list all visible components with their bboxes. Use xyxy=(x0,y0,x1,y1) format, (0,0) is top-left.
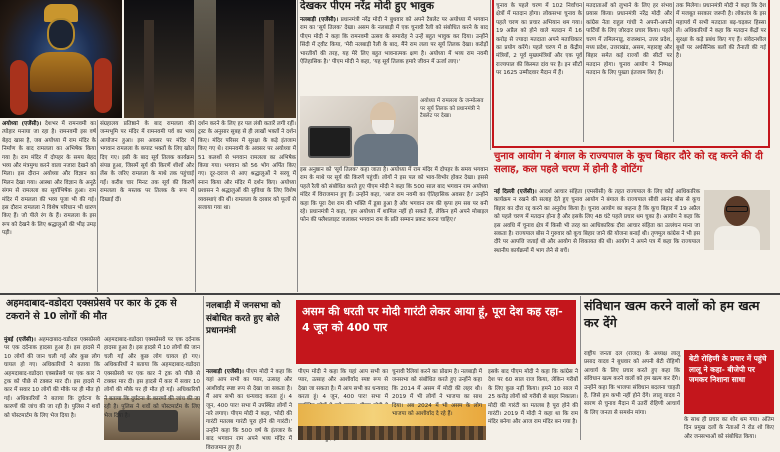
rohini-callout: बेटी रोहिणी के प्रचार में पहुंचे लालू ने कहा- बीजेपी पर जमकर निशाना साधा xyxy=(684,350,774,414)
flower-garland xyxy=(94,58,112,113)
guarantee-story-col1: पीएम मोदी ने कहा कि यहां आप सभी का प्यार, उत्साह और आशीर्वाद स्पष्ट रूप से देखा जा सकता है। मैं आप सभी का धन्यवाद करता हूं। 4 जून, 400 पार! सभा में xyxy=(298,369,388,401)
election-story-col3: तक मिलेगा। प्रधानमंत्री मोदी ने कहा कि देश में मजबूत सरकार जरूरी है। लोकतंत्र के इस महापर्व में सभी मतदाता बढ़-चढ़कर हिस्सा लें। अधिकारियों ने कहा कि मतदान केंद्रों पर सुरक्षा के कड़े प्रबंध किए गए हैं। संवेदनशील बूथों पर अर्धसैनिक बलों की तैनाती की गई है। xyxy=(676,3,766,60)
tablet-device xyxy=(308,126,352,158)
nalbari-headline: नलबाड़ी में जनसभा को संबोधित करते हुए बोले प्रधानमंत्री xyxy=(206,301,281,336)
deity-face xyxy=(47,18,75,50)
governor-glasses xyxy=(726,206,748,212)
ayodhya-story-col2: संग्रहालय प्रतिष्ठाने के बाद रामलला की जन्मभूमि पर मंदिर में रामनवमी पर्व का भव्य आयोजन हुआ। इस अवसर पर मंदिर में भगवान रामलला के कपाट भक्तों के लिए खोल दिए गए। इसी के बाद सूर्य तिलक कार्यक्रम संपन्न हुआ, जिसमें सूर्य की किरणें शीशों और लेंस के जरिए रामलला के माथे तक पहुंचाई गईं। करीब चार मिनट तक सूर्य की किरणें रामलला के मस्तक पर तिलक के रूप में दिखाई दीं। xyxy=(100,121,194,203)
sunlight-beam xyxy=(194,0,216,118)
guarantee-story-col2: चुनावी रैलियां करने का प्रोग्राम है। नलबाड़ी में जनसभा को संबोधित करते हुए उन्होंने कहा कि 2014 में असम में मोदी की लहर थी। 2019 में भी लोगों ने भाजपा का साथ दिया। अब 2024 में भी असम के लोग भाजपा को आशीर्वाद दे रहे हैं। xyxy=(392,369,482,418)
ramlala-photo xyxy=(0,0,122,118)
bengal-story-text: नई दिल्ली (एजेंसी)। आदर्श आचार संहिता (एमसीसी) के तहत राज्यपाल के लिए कोई आधिकारिक कार्यक्रम न रखने की सलाह देते हुए चुनाव आयोग ने बंगाल के राज्यपाल सीवी आनंद बोस से कूच बिहार का दौरा रद्द करने का अनुरोध किया है। चुनाव आयोग का कहना है कि कूच बिहार में 19 अप्रैल को पहले चरण में मतदान होना है और इसके लिए 48 घंटे पहले प्रचार थम चुका है। आयोग ने कहा कि इस अवधि में चुनाव क्षेत्र में किसी भी तरह का आधिकारिक दौरा आचार संहिता का उल्लंघन माना जा सकता है। राज्यपाल बोस ने गुरुवार को कूच बिहार जाने की योजना बनाई थी। तृणमूल कांग्रेस ने भी इस दौरे पर आपत्ति जताई थी और आयोग से शिकायत की थी। आयोग ने अपने पत्र में कहा कि राज्यपाल स्थानीय कार्यक्रमों में भाग लेने से बचें। xyxy=(494,189,700,254)
modi-tablet-photo xyxy=(300,96,418,166)
truck-story-text: मुंबई (एजेंसी)। अहमदाबाद-वडोदरा एक्सप्रेसवे पर एक दर्दनाक हादसा हुआ है। इस हादसे में 10 लोगों की जान चली गई और कुछ लोग घायल हो गए। अधिकारियों ने बताया कि अहमदाबाद-वडोदरा एक्सप्रेसवे पर एक कार ने ट्रक को पीछे से टक्कर मार दी। इस हादसे में कार में सवार 10 लोगों की मौके पर ही मौत हो गई। अधिकारियों ने बताया कि दुर्घटना के कारणों की जांच की जा रही है। पुलिस ने शवों को पोस्टमार्टम के लिए भेज दिया है। xyxy=(4,337,100,419)
dateline: अयोध्या (एजेंसी)। xyxy=(2,121,42,127)
constitution-story-text: राष्ट्रीय जनता दल (राजद) के अध्यक्ष लालू प्रसाद यादव ने बुधवार को अपनी बेटी रोहिणी आचार्य के लिए प्रचार करते हुए कहा कि संविधान खत्म करने वालों को हम खत्म कर देंगे। उन्होंने कहा कि भाजपा संविधान बदलना चाहती है, जिसे हम कभी नहीं होने देंगे। लालू यादव ने सारण से चुनाव मैदान में उतरीं रोहिणी आचार्य के लिए जनता से समर्थन मांगा। xyxy=(584,351,680,416)
dateline: नलबाड़ी (एजेंसी)। xyxy=(206,369,244,375)
guarantee-headline-banner: असम की धरती पर मोदी गारंटी लेकर आया हूं, पूरा देश कह रहा- 4 जून को 400 पार xyxy=(296,300,576,364)
modi-story-continuation: इस अनुष्ठान को 'सूर्य तिलक' कहा जाता है। अयोध्या में राम मंदिर में दोपहर के समय भगवान राम के माथे पर सूर्य की किरणें पहुंचीं। लोगों ने इस पल को भाव-विभोर होकर देखा। इससे पहले रैली को संबोधित करते हुए पीएम मोदी ने कहा कि 500 साल बाद भगवान राम अयोध्या मंदिर में विराजमान हुए हैं। उन्होंने कहा, 'आज राम नवमी का ऐतिहासिक अवसर है।' उन्होंने कहा कि पूरा देश राम की भक्ति में डूबा हुआ है और भगवान राम की कृपा हम सब पर बनी रहे। प्रधानमंत्री ने कहा, 'हम अयोध्या में शामिल नहीं हो सकते हैं, लेकिन हमें अपने मोबाइल फोन की फ्लैशलाइट जलाकर भगवान राम के प्रति सम्मान प्रकट करना चाहिए।' xyxy=(300,167,488,224)
truck-headline: अहमदाबाद-वडोदरा एक्सप्रेसवे पर कार के ट्रक से टकराने से 10 लोगों की मौत xyxy=(6,298,177,322)
temple-photo xyxy=(124,0,296,118)
truck-story-col2: अहमदाबाद-वडोदरा एक्सप्रेसवे पर एक दर्दनाक हादसा हुआ है। इस हादसे में 10 लोगों की जान चली गई और कुछ लोग घायल हो गए। अधिकारियों ने बताया कि अहमदाबाद-वडोदरा एक्सप्रेसवे पर एक कार ने ट्रक को पीछे से टक्कर मार दी। इस हादसे में कार में सवार 10 लोगों की मौके पर ही मौत हो गई। अधिकारियों ने बताया कि दुर्घटना के कारणों की जांच की जा रही है। पुलिस ने शवों को पोस्टमार्टम के लिए भेज दिया है। xyxy=(104,337,200,419)
crowd xyxy=(298,426,486,440)
modi-headline-tail: देखकर पीएम नरेंद्र मोदी हुए भावुक xyxy=(300,0,434,12)
ayodhya-story-col1: अयोध्या (एजेंसी)। देशभर में रामनवमी का त्योहार मनाया जा रहा है। रामनवमी इस वर्ष बेहद खास है, जब अयोध्या में राम मंदिर के निर्माण के बाद रामलला का अभिषेक किया गया है। राम मंदिर में दोपहर के समय बेहद भव्य और मंत्रमुग्ध करने वाला नजारा देखने को मिला। इस दौरान अयोध्या और विज्ञान का मिलन देखा गया। आस्था और विज्ञान के अनूठे संगम से रामलला का सूर्याभिषेक हुआ। राम मंदिर में रामलला की भव्य पूजा भी की गई। इस दौरान रामलला ने विशेष परिधान भी धारण किए हैं। जो पीले रंग के हैं। रामलला के इस रूप को देखने के लिए श्रद्धालुओं की भीड़ उमड़ पड़ी। xyxy=(2,121,96,237)
temple-pillar xyxy=(144,20,154,118)
dateline: नलबाड़ी (एजेंसी)। xyxy=(300,17,339,23)
bengal-headline: चुनाव आयोग ने बंगाल के राज्यपाल के कूच बिहार दौरे को रद्द करने की दी सलाह, कल पहले चरण में होनी है वोटिंग xyxy=(494,151,763,175)
governor-photo xyxy=(704,190,770,250)
constitution-story-col2: के साथ ही प्रचार का शोर थम गया। अंतिम दिन प्रमुख दलों के नेताओं ने रोड शो किए और जनसभाओं को संबोधित किया। xyxy=(684,417,774,440)
dateline: मुंबई (एजेंसी)। xyxy=(4,337,36,343)
flower-garland xyxy=(10,60,28,115)
dateline: नई दिल्ली (एजेंसी)। xyxy=(494,189,537,195)
nalbari-story-text: नलबाड़ी (एजेंसी)। पीएम मोदी ने कहा कि यहां आप सभी का प्यार, उत्साह और आशीर्वाद स्पष्ट रूप से देखा जा सकता है। मैं आप सभी का धन्यवाद करता हूं। 4 जून, 400 पार! सभा में उपस्थित लोगों ने नारे लगाए। पीएम मोदी ने कहा, 'मोदी की गारंटी मतलब गारंटी पूरा होने की गारंटी।' उन्होंने कहा कि 500 वर्ष के इंतजार के बाद भगवान राम अपने भव्य मंदिर में विराजमान हुए हैं। xyxy=(206,369,292,451)
governor-body xyxy=(714,226,760,250)
modi-body xyxy=(354,134,418,166)
constitution-headline: संविधान खत्म करने वालों को हम खत्म कर देंगे xyxy=(584,298,760,330)
guarantee-story-col3: इसके बाद पीएम मोदी ने कहा कि कांग्रेस ने देश पर 60 साल राज किया, लेकिन गरीबों के लिए कुछ नहीं किया। हमने 10 साल में 25 करोड़ लोगों को गरीबी से बाहर निकाला। मोदी की गारंटी का मतलब है पूरा होने की गारंटी। 2019 में मोदी ने कहा था कि राम मंदिर बनेगा और आज राम मंदिर बन गया है। xyxy=(488,369,578,426)
election-story-col2: मतदाताओं को लुभाने के लिए हर संभव प्रयास किया। प्रधानमंत्री नरेंद्र मोदी और कांग्रेस नेता राहुल गांधी ने अपनी-अपनी पार्टियों के लिए जोरदार प्रचार किया। पहले चरण में तमिलनाडु, राजस्थान, उत्तर प्रदेश, मध्य प्रदेश, उत्तराखंड, असम, महाराष्ट्र और बिहार समेत कई राज्यों की सीटों पर मतदान होगा। चुनाव आयोग ने निष्पक्ष मतदान के लिए पुख्ता इंतजाम किए हैं। xyxy=(586,3,672,77)
temple-pillar xyxy=(264,20,274,118)
ayodhya-story-col3: दर्शन करने के लिए हर पल लंबी कतारें लगी रहीं। ट्रस्ट के अनुसार सुबह से ही लाखों भक्तों ने दर्शन किए। मंदिर परिसर में सुरक्षा के कड़े इंतजाम किए गए थे। रामनवमी के अवसर पर अयोध्या में 51 कलशों से भगवान रामलला का अभिषेक किया गया। भगवान को 56 भोग अर्पित किए गए। दूर-दराज से आए श्रद्धालुओं ने सरयू में स्नान किया और मंदिर में दर्शन किए। अयोध्या प्रशासन ने श्रद्धालुओं की सुविधा के लिए विशेष व्यवस्थाएं की थीं। रामलला के दरबार को फूलों से सजाया गया था। xyxy=(198,121,296,212)
election-story-col1: चुनाव के पहले चरण में 102 निर्वाचन क्षेत्रों में मतदान होगा। लोकसभा चुनाव के पहले चरण का प्रचार अभियान थम गया। 19 अप्रैल को होने वाले मतदान में 16 करोड़ से ज्यादा मतदाता अपने मताधिकार का प्रयोग करेंगे। पहले चरण में 8 केंद्रीय मंत्रियों, 2 पूर्व मुख्यमंत्रियों और एक पूर्व राज्यपाल की किस्मत दांव पर है। इन सीटों पर 1625 उम्मीदवार मैदान में हैं। xyxy=(496,3,582,77)
modi-photo-caption: अयोध्या में रामलला के जन्मोत्सव पर सूर्य तिलक को प्रधानमंत्री ने टैबलेट पर देखा। xyxy=(420,98,484,120)
modi-story-lead xyxy=(300,16,488,96)
deity-ornaments xyxy=(30,52,92,92)
story-text: प्रधानमंत्री नरेंद्र मोदी ने बुधवार को अपने टैबलेट पर अयोध्या में भगवान राम का 'सूर्य तिलक' देखा। असम के नलबाड़ी में एक चुनावी रैली को संबोधित करने के बाद पीएम मोदी ने कहा कि रामनवमी उत्सव के समारोह ने उन्हें बहुत भावुक कर दिया। उन्होंने सिंदी में ट्वीट किया, 'मेरी नलबाड़ी रैली के बाद, मैंने राम लला पर सूर्य तिलक देखा। करोड़ों भारतीयों की तरह, यह मेरे लिए बहुत भावनात्मक क्षण है। अयोध्या में भव्य राम नवमी ऐतिहासिक है।' पीएम मोदी ने कहा, 'यह सूर्य तिलक हमारे जीवन में ऊर्जा लाए।' xyxy=(300,17,488,66)
